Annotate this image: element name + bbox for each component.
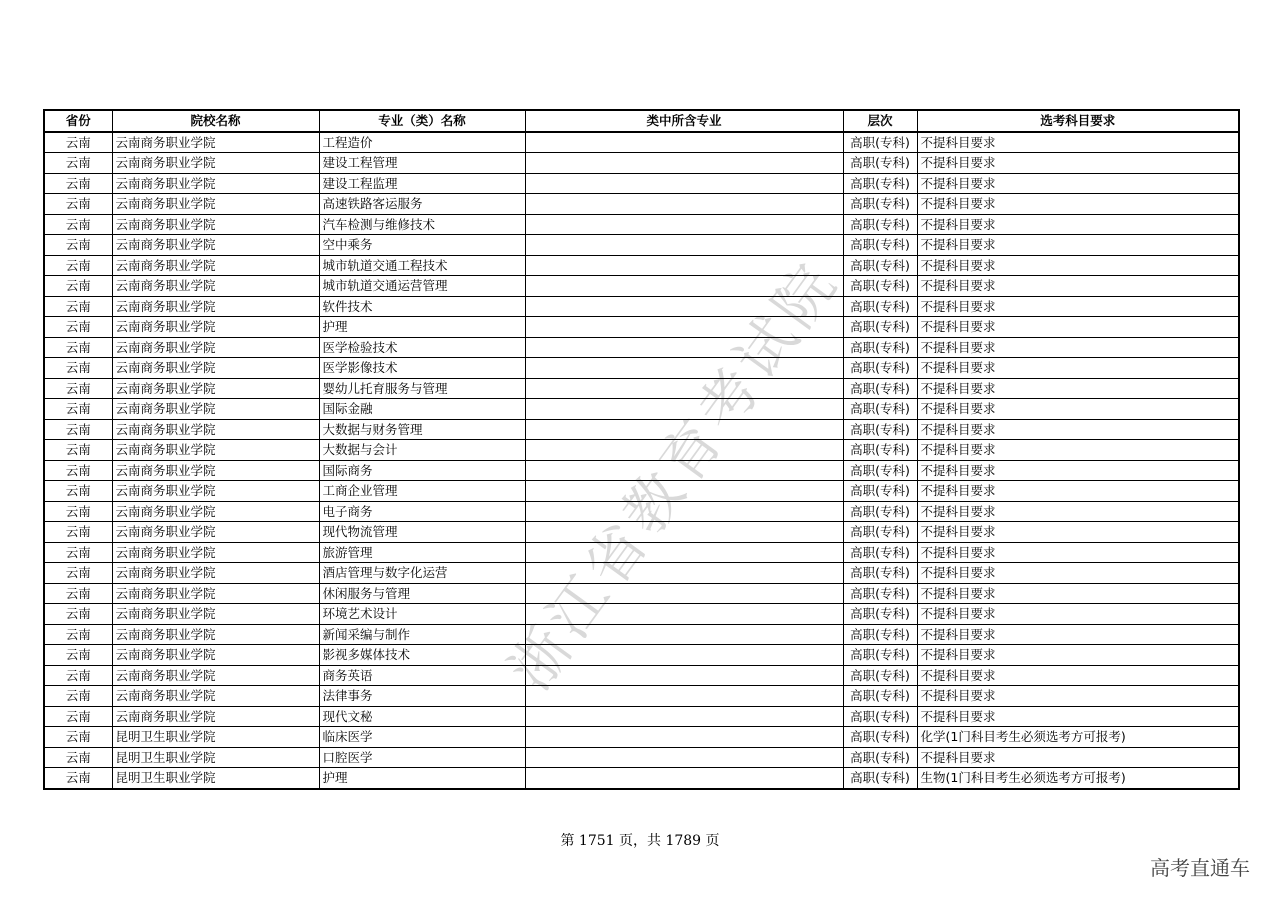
cell-level: 高职(专科) [843,747,917,768]
cell-level: 高职(专科) [843,604,917,625]
cell-major: 护理 [319,768,525,789]
cell-province: 云南 [44,214,112,235]
cell-included-majors [525,768,843,789]
cell-level: 高职(专科) [843,727,917,748]
cell-major: 临床医学 [319,727,525,748]
table-row [44,645,1239,666]
cell-level: 高职(专科) [843,686,917,707]
cell-level: 高职(专科) [843,378,917,399]
cell-major: 城市轨道交通运营管理 [319,276,525,297]
cell-included-majors [525,665,843,686]
cell-level: 高职(专科) [843,255,917,276]
table-row [44,583,1239,604]
cell-subject-requirement: 不提科目要求 [917,255,1239,276]
cell-included-majors [525,399,843,420]
cell-school: 云南商务职业学院 [112,440,319,461]
cell-subject-requirement: 不提科目要求 [917,542,1239,563]
cell-school: 昆明卫生职业学院 [112,747,319,768]
cell-included-majors [525,276,843,297]
cell-major: 婴幼儿托育服务与管理 [319,378,525,399]
table-row [44,173,1239,194]
table-row [44,276,1239,297]
cell-major: 高速铁路客运服务 [319,194,525,215]
cell-school: 云南商务职业学院 [112,317,319,338]
table-row [44,501,1239,522]
cell-school: 云南商务职业学院 [112,214,319,235]
cell-school: 云南商务职业学院 [112,645,319,666]
cell-school: 云南商务职业学院 [112,460,319,481]
cell-major: 商务英语 [319,665,525,686]
cell-level: 高职(专科) [843,501,917,522]
cell-province: 云南 [44,358,112,379]
cell-level: 高职(专科) [843,645,917,666]
table-row [44,337,1239,358]
cell-level: 高职(专科) [843,358,917,379]
cell-province: 云南 [44,624,112,645]
cell-included-majors [525,501,843,522]
cell-level: 高职(专科) [843,419,917,440]
header-school: 院校名称 [112,110,319,132]
cell-included-majors [525,604,843,625]
cell-major: 影视多媒体技术 [319,645,525,666]
cell-major: 酒店管理与数字化运营 [319,563,525,584]
cell-province: 云南 [44,665,112,686]
cell-subject-requirement: 不提科目要求 [917,624,1239,645]
cell-major: 大数据与会计 [319,440,525,461]
table-row [44,255,1239,276]
cell-subject-requirement: 不提科目要求 [917,153,1239,174]
cell-level: 高职(专科) [843,337,917,358]
cell-province: 云南 [44,747,112,768]
cell-level: 高职(专科) [843,399,917,420]
table-row [44,419,1239,440]
cell-major: 汽车检测与维修技术 [319,214,525,235]
cell-subject-requirement: 不提科目要求 [917,419,1239,440]
cell-school: 云南商务职业学院 [112,542,319,563]
cell-school: 云南商务职业学院 [112,173,319,194]
table-row [44,317,1239,338]
cell-subject-requirement: 不提科目要求 [917,132,1239,153]
cell-school: 云南商务职业学院 [112,153,319,174]
cell-major: 大数据与财务管理 [319,419,525,440]
cell-major: 法律事务 [319,686,525,707]
cell-province: 云南 [44,235,112,256]
cell-included-majors [525,747,843,768]
cell-subject-requirement: 不提科目要求 [917,563,1239,584]
cell-school: 云南商务职业学院 [112,481,319,502]
table-row [44,214,1239,235]
table-row [44,747,1239,768]
cell-included-majors [525,686,843,707]
cell-included-majors [525,358,843,379]
cell-province: 云南 [44,399,112,420]
cell-included-majors [525,460,843,481]
cell-school: 云南商务职业学院 [112,501,319,522]
cell-included-majors [525,624,843,645]
cell-subject-requirement: 不提科目要求 [917,296,1239,317]
cell-included-majors [525,194,843,215]
cell-school: 云南商务职业学院 [112,296,319,317]
cell-level: 高职(专科) [843,542,917,563]
cell-major: 国际金融 [319,399,525,420]
cell-province: 云南 [44,542,112,563]
cell-level: 高职(专科) [843,768,917,789]
table-row [44,296,1239,317]
cell-subject-requirement: 不提科目要求 [917,501,1239,522]
cell-level: 高职(专科) [843,563,917,584]
cell-subject-requirement: 不提科目要求 [917,665,1239,686]
cell-included-majors [525,214,843,235]
cell-major: 口腔医学 [319,747,525,768]
header-province: 省份 [44,110,112,132]
cell-subject-requirement: 不提科目要求 [917,358,1239,379]
cell-included-majors [525,317,843,338]
cell-subject-requirement: 不提科目要求 [917,173,1239,194]
cell-included-majors [525,296,843,317]
cell-province: 云南 [44,604,112,625]
header-level: 层次 [843,110,917,132]
cell-school: 云南商务职业学院 [112,132,319,153]
table-row [44,768,1239,789]
cell-level: 高职(专科) [843,440,917,461]
watermark-text: 浙江省教育考试院 [496,247,853,703]
cell-level: 高职(专科) [843,173,917,194]
cell-subject-requirement: 不提科目要求 [917,317,1239,338]
cell-included-majors [525,440,843,461]
cell-province: 云南 [44,583,112,604]
cell-included-majors [525,583,843,604]
cell-major: 旅游管理 [319,542,525,563]
cell-school: 云南商务职业学院 [112,255,319,276]
cell-included-majors [525,173,843,194]
cell-school: 云南商务职业学院 [112,706,319,727]
table-row [44,399,1239,420]
table-row [44,460,1239,481]
cell-major: 软件技术 [319,296,525,317]
cell-province: 云南 [44,132,112,153]
cell-subject-requirement: 不提科目要求 [917,235,1239,256]
cell-included-majors [525,727,843,748]
cell-school: 云南商务职业学院 [112,686,319,707]
cell-province: 云南 [44,768,112,789]
cell-province: 云南 [44,194,112,215]
cell-province: 云南 [44,317,112,338]
table-row [44,481,1239,502]
cell-school: 云南商务职业学院 [112,624,319,645]
cell-school: 云南商务职业学院 [112,358,319,379]
cell-included-majors [525,522,843,543]
cell-level: 高职(专科) [843,194,917,215]
admission-requirements-table [43,109,1240,790]
cell-level: 高职(专科) [843,235,917,256]
table-row [44,563,1239,584]
page-number: 第 1751 页，共 1789 页 [560,833,720,849]
cell-subject-requirement: 不提科目要求 [917,399,1239,420]
cell-included-majors [525,542,843,563]
cell-school: 云南商务职业学院 [112,583,319,604]
cell-province: 云南 [44,563,112,584]
cell-level: 高职(专科) [843,706,917,727]
cell-school: 云南商务职业学院 [112,604,319,625]
cell-school: 昆明卫生职业学院 [112,768,319,789]
cell-subject-requirement: 不提科目要求 [917,460,1239,481]
cell-major: 电子商务 [319,501,525,522]
cell-major: 现代物流管理 [319,522,525,543]
cell-included-majors [525,378,843,399]
cell-school: 云南商务职业学院 [112,522,319,543]
table-row [44,235,1239,256]
cell-major: 建设工程管理 [319,153,525,174]
table-row [44,358,1239,379]
cell-province: 云南 [44,686,112,707]
cell-major: 现代文秘 [319,706,525,727]
table-row [44,153,1239,174]
table-row [44,665,1239,686]
cell-province: 云南 [44,337,112,358]
table-row [44,624,1239,645]
brand-logo-text: 高考直通车 [1150,856,1250,880]
cell-subject-requirement: 不提科目要求 [917,440,1239,461]
cell-major: 工程造价 [319,132,525,153]
cell-major: 工商企业管理 [319,481,525,502]
cell-major: 新闻采编与制作 [319,624,525,645]
table-row [44,440,1239,461]
cell-subject-requirement: 不提科目要求 [917,747,1239,768]
table-row [44,604,1239,625]
table-row [44,132,1239,153]
cell-province: 云南 [44,727,112,748]
cell-included-majors [525,645,843,666]
cell-province: 云南 [44,501,112,522]
cell-level: 高职(专科) [843,214,917,235]
header-subject-requirement: 选考科目要求 [917,110,1239,132]
cell-province: 云南 [44,153,112,174]
cell-major: 环境艺术设计 [319,604,525,625]
table-row [44,727,1239,748]
cell-major: 国际商务 [319,460,525,481]
table-row [44,542,1239,563]
table-row [44,686,1239,707]
cell-major: 空中乘务 [319,235,525,256]
cell-school: 昆明卫生职业学院 [112,727,319,748]
cell-level: 高职(专科) [843,153,917,174]
table-row [44,522,1239,543]
cell-school: 云南商务职业学院 [112,563,319,584]
cell-major: 城市轨道交通工程技术 [319,255,525,276]
table-row [44,706,1239,727]
cell-included-majors [525,337,843,358]
cell-subject-requirement: 不提科目要求 [917,522,1239,543]
cell-subject-requirement: 不提科目要求 [917,706,1239,727]
cell-included-majors [525,481,843,502]
cell-level: 高职(专科) [843,132,917,153]
cell-subject-requirement: 不提科目要求 [917,214,1239,235]
cell-school: 云南商务职业学院 [112,378,319,399]
cell-level: 高职(专科) [843,522,917,543]
cell-school: 云南商务职业学院 [112,337,319,358]
cell-major: 医学检验技术 [319,337,525,358]
cell-province: 云南 [44,440,112,461]
cell-subject-requirement: 不提科目要求 [917,604,1239,625]
cell-school: 云南商务职业学院 [112,419,319,440]
cell-subject-requirement: 不提科目要求 [917,337,1239,358]
cell-province: 云南 [44,645,112,666]
cell-level: 高职(专科) [843,665,917,686]
cell-province: 云南 [44,296,112,317]
cell-province: 云南 [44,706,112,727]
cell-school: 云南商务职业学院 [112,235,319,256]
cell-level: 高职(专科) [843,583,917,604]
cell-province: 云南 [44,255,112,276]
cell-major: 建设工程监理 [319,173,525,194]
cell-included-majors [525,132,843,153]
cell-province: 云南 [44,276,112,297]
cell-included-majors [525,419,843,440]
cell-province: 云南 [44,522,112,543]
cell-included-majors [525,235,843,256]
cell-subject-requirement: 生物(1门科目考生必须选考方可报考) [917,768,1239,789]
cell-province: 云南 [44,419,112,440]
cell-subject-requirement: 不提科目要求 [917,276,1239,297]
cell-subject-requirement: 不提科目要求 [917,583,1239,604]
cell-included-majors [525,153,843,174]
cell-included-majors [525,255,843,276]
cell-level: 高职(专科) [843,317,917,338]
cell-province: 云南 [44,460,112,481]
cell-province: 云南 [44,481,112,502]
cell-subject-requirement: 不提科目要求 [917,194,1239,215]
cell-subject-requirement: 不提科目要求 [917,481,1239,502]
cell-level: 高职(专科) [843,460,917,481]
table-row [44,378,1239,399]
cell-subject-requirement: 不提科目要求 [917,378,1239,399]
cell-level: 高职(专科) [843,481,917,502]
cell-major: 护理 [319,317,525,338]
cell-school: 云南商务职业学院 [112,665,319,686]
cell-subject-requirement: 不提科目要求 [917,686,1239,707]
cell-province: 云南 [44,378,112,399]
cell-level: 高职(专科) [843,296,917,317]
header-major: 专业（类）名称 [319,110,525,132]
header-included-majors: 类中所含专业 [525,110,843,132]
cell-subject-requirement: 不提科目要求 [917,645,1239,666]
cell-school: 云南商务职业学院 [112,194,319,215]
table-header-row [44,110,1239,132]
cell-province: 云南 [44,173,112,194]
cell-school: 云南商务职业学院 [112,399,319,420]
cell-included-majors [525,563,843,584]
table-row [44,194,1239,215]
cell-major: 医学影像技术 [319,358,525,379]
cell-included-majors [525,706,843,727]
cell-subject-requirement: 化学(1门科目考生必须选考方可报考) [917,727,1239,748]
cell-school: 云南商务职业学院 [112,276,319,297]
cell-major: 休闲服务与管理 [319,583,525,604]
cell-level: 高职(专科) [843,624,917,645]
cell-level: 高职(专科) [843,276,917,297]
